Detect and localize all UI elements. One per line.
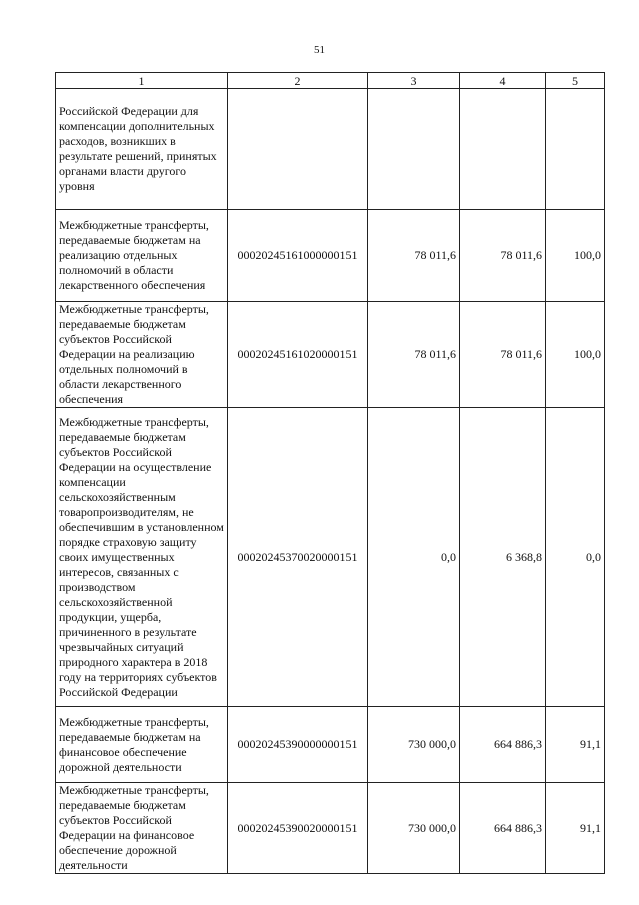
header-row	[56, 73, 605, 89]
row-name-cell: Межбюджетные трансферты, передаваемые бюджетам субъектов Российской Федерации на реализацию отдельных полномочий в области лекарственного обеспечения	[56, 302, 228, 408]
row-percent-cell: 91,1	[546, 707, 605, 783]
table-row	[56, 783, 605, 874]
page-number: 51	[314, 44, 325, 56]
table-row	[56, 302, 605, 408]
column-header-3: 3	[368, 73, 460, 89]
row-name-cell: Межбюджетные трансферты, передаваемые бюджетам на реализацию отдельных полномочий в области лекарственного обеспечения	[56, 210, 228, 302]
row-code-cell: 00020245161000000151	[228, 210, 368, 302]
row-plan-cell: 0,0	[368, 408, 460, 707]
row-code-cell: 00020245390020000151	[228, 783, 368, 874]
row-percent-cell: 100,0	[546, 210, 605, 302]
table-row	[56, 408, 605, 707]
row-name-cell: Межбюджетные трансферты, передаваемые бюджетам субъектов Российской Федерации на осуществление компенсации сельскохозяйственным товаропроизводителям, не обеспечившим в установленном порядке страховую защиту своих имущественных интересов, связанных с производством сельскохозяйственной продукции, ущерба, причиненного в результате чрезвычайных ситуаций природного характера в 2018 году на территориях субъектов Российской Федерации	[56, 408, 228, 707]
row-code-cell: 00020245390000000151	[228, 707, 368, 783]
row-plan-cell: 730 000,0	[368, 783, 460, 874]
row-actual-cell	[460, 89, 546, 210]
column-header-4: 4	[460, 73, 546, 89]
table-row	[56, 210, 605, 302]
row-actual-cell: 664 886,3	[460, 783, 546, 874]
row-percent-cell: 91,1	[546, 783, 605, 874]
row-plan-cell	[368, 89, 460, 210]
row-actual-cell: 78 011,6	[460, 302, 546, 408]
table-row	[56, 707, 605, 783]
row-plan-cell: 78 011,6	[368, 302, 460, 408]
row-percent-cell	[546, 89, 605, 210]
column-header-2: 2	[228, 73, 368, 89]
row-code-cell: 00020245370020000151	[228, 408, 368, 707]
row-name-cell: Российской Федерации для компенсации дополнительных расходов, возникших в результате решений, принятых органами власти другого уровня	[56, 89, 228, 210]
row-actual-cell: 6 368,8	[460, 408, 546, 707]
row-percent-cell: 0,0	[546, 408, 605, 707]
row-code-cell	[228, 89, 368, 210]
row-percent-cell: 100,0	[546, 302, 605, 408]
row-plan-cell: 730 000,0	[368, 707, 460, 783]
table-row	[56, 89, 605, 210]
column-header-5: 5	[546, 73, 605, 89]
row-name-cell: Межбюджетные трансферты, передаваемые бюджетам субъектов Российской Федерации на финансовое обеспечение дорожной деятельности	[56, 783, 228, 874]
row-plan-cell: 78 011,6	[368, 210, 460, 302]
row-name-cell: Межбюджетные трансферты, передаваемые бюджетам на финансовое обеспечение дорожной деятельности	[56, 707, 228, 783]
budget-table	[55, 72, 605, 874]
row-code-cell: 00020245161020000151	[228, 302, 368, 408]
row-actual-cell: 78 011,6	[460, 210, 546, 302]
row-actual-cell: 664 886,3	[460, 707, 546, 783]
column-header-1: 1	[56, 73, 228, 89]
